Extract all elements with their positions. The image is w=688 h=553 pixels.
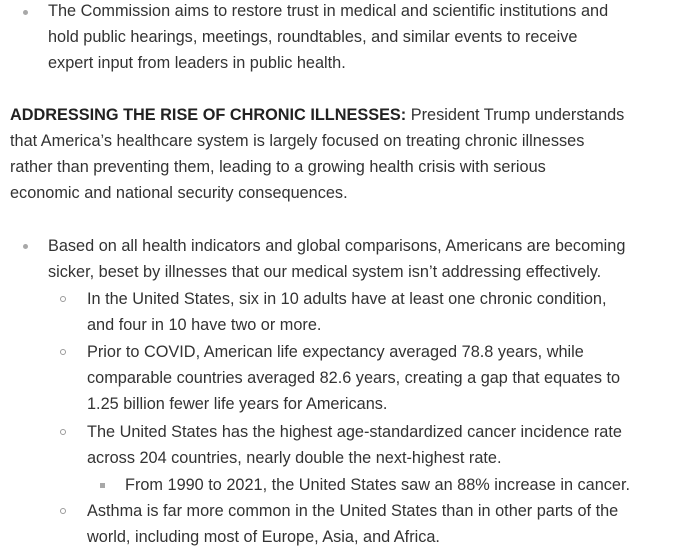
bullet-disc-icon (23, 244, 28, 249)
paragraph-first-line (10, 102, 624, 128)
bullet-circle-icon (60, 296, 66, 302)
bullet-circle-icon (60, 508, 66, 514)
bullet-text-line: Based on all health indicators and global comparisons, Americans are becoming (48, 237, 626, 255)
paragraph-text-line: that America’s healthcare system is largely focused on treating chronic illnesses (10, 132, 585, 150)
bullet-text-line: The Commission aims to restore trust in medical and scientific institutions and (48, 2, 609, 20)
bullet-text-line: expert input from leaders in public health. (48, 54, 346, 72)
paragraph-text-line: rather than preventing them, leading to a growing health crisis with serious (10, 158, 546, 176)
sub-bullet-text-line: Prior to COVID, American life expectancy averaged 78.8 years, while (87, 343, 584, 361)
bullet-disc-icon (23, 10, 28, 15)
sub-bullet-text-line: comparable countries averaged 82.6 years, creating a gap that equates to (87, 369, 621, 387)
sub-sub-bullet-text: From 1990 to 2021, the United States saw an 88% increase in cancer. (125, 476, 631, 494)
paragraph-text: President Trump understands (406, 106, 625, 124)
sub-bullet-text-line: across 204 countries, nearly double the next-highest rate. (87, 449, 502, 467)
paragraph-text-line: economic and national security consequences. (10, 184, 348, 202)
section-heading: ADDRESSING THE RISE OF CHRONIC ILLNESSES: (10, 106, 407, 124)
bullet-square-icon (100, 483, 105, 488)
sub-bullet-text-line: In the United States, six in 10 adults have at least one chronic condition, (87, 290, 607, 308)
sub-bullet-text-line: The United States has the highest age-standardized cancer incidence rate (87, 423, 622, 441)
bullet-text-line: sicker, beset by illnesses that our medical system isn’t addressing effectively. (48, 263, 602, 281)
bullet-circle-icon (60, 349, 66, 355)
bullet-text-line: hold public hearings, meetings, roundtables, and similar events to receive (48, 28, 578, 46)
sub-bullet-text-line: world, including most of Europe, Asia, and Africa. (87, 528, 440, 546)
sub-bullet-text-line: and four in 10 have two or more. (87, 316, 322, 334)
sub-bullet-text-line: 1.25 billion fewer life years for Americans. (87, 395, 388, 413)
sub-bullet-text-line: Asthma is far more common in the United States than in other parts of the (87, 502, 619, 520)
bullet-circle-icon (60, 429, 66, 435)
